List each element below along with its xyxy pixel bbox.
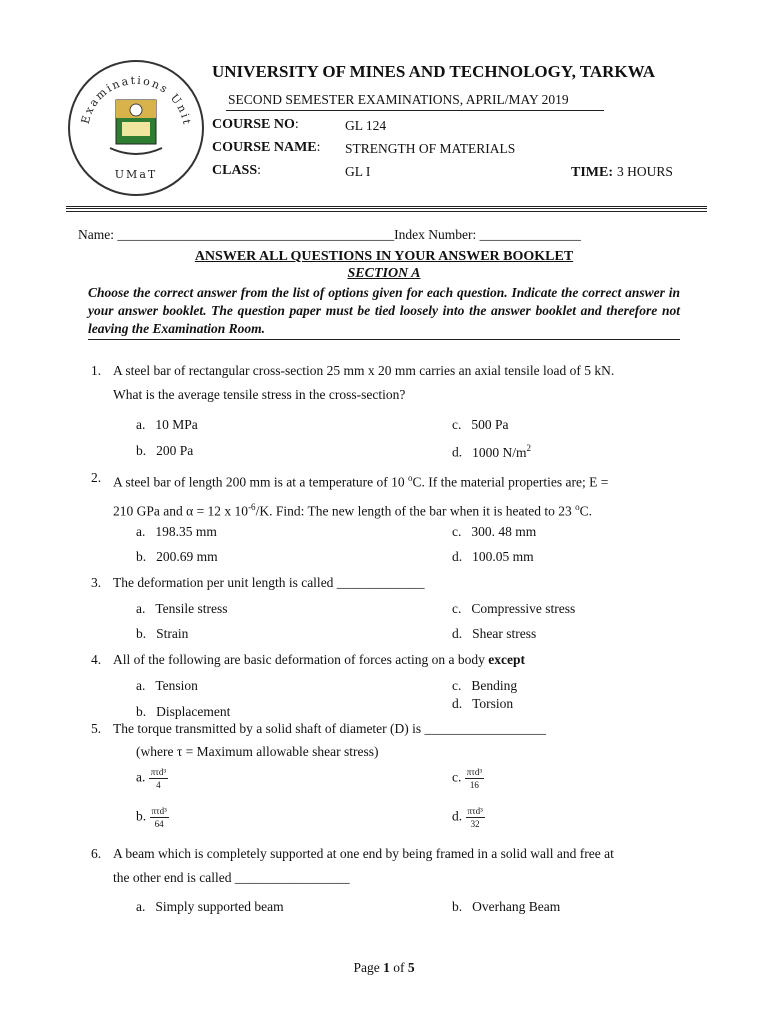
name-index-line: Name: _________________________________________Index Number: _______________ xyxy=(78,227,581,242)
answer-all-heading: ANSWER ALL QUESTIONS IN YOUR ANSWER BOOKLET xyxy=(194,249,574,264)
option-item: c. Bending xyxy=(452,678,518,693)
instructions: Choose the correct answer from the list of options given for each question. Indicate the correct answer in your answer booklet. The question paper must be tied loosely into the answer booklet and therefore not leaving the Examination Room. xyxy=(88,285,680,336)
question-number: 3. xyxy=(91,575,102,590)
section-heading: SECTION A xyxy=(347,266,421,281)
question-2-text xyxy=(113,466,608,523)
formula-fraction: $\frac{\text{πτd³}}{16}$ xyxy=(466,767,483,790)
option-item: a. 198.35 mm xyxy=(136,524,217,539)
question-number: 4. xyxy=(91,652,102,667)
option-item: d. $\frac{\text{πτd³}}{32}$ xyxy=(452,806,483,829)
semester-title: SECOND SEMESTER EXAMINATIONS, APRIL/MAY 2019 xyxy=(228,92,569,107)
formula-fraction: $\frac{\text{πτd³}}{64}$ xyxy=(151,806,167,829)
question-1-text xyxy=(113,359,614,407)
option-item: a. 10 MPa xyxy=(136,417,198,432)
option-item: d. 100.05 mm xyxy=(452,549,534,564)
header-divider xyxy=(66,206,707,212)
svg-text:UMaT: UMaT xyxy=(114,168,158,181)
formula-fraction: $\frac{\text{πτd³}}{32}$ xyxy=(467,806,483,829)
course-name-label: COURSE NAME: xyxy=(212,140,321,155)
question-line: 210 GPa and α = 12 x $10^{-6}/K$. Find: The new length of the bar when it is heated to 23 $^o$C. xyxy=(113,501,593,518)
option-item: c. $\frac{\text{πτd³}}{16}$ xyxy=(452,767,483,790)
option-item: b. $\frac{\text{πτd³}}{64}$ xyxy=(136,806,167,829)
question-line: the other end is called _________________ xyxy=(113,870,350,885)
question-5-text: The torque transmitted by a solid shaft of diameter (D) is __________________ xyxy=(113,721,547,736)
course-no-value: GL 124 xyxy=(345,118,387,133)
class-value: GL I xyxy=(345,164,371,179)
instructions-underline xyxy=(88,339,680,340)
university-title: UNIVERSITY OF MINES AND TECHNOLOGY, TARKWA xyxy=(212,62,656,81)
question-line: A beam which is completely supported at one end by being framed in a solid wall and free at xyxy=(113,846,614,861)
class-label: CLASS: xyxy=(212,163,262,178)
seal-emblem-icon xyxy=(70,62,202,194)
semester-underline xyxy=(226,110,604,111)
option-item: a. $\frac{\text{πτd³}}{4}$ xyxy=(136,767,167,790)
course-name-value: STRENGTH OF MATERIALS xyxy=(345,141,516,156)
option-item: a. Simply supported beam xyxy=(136,899,284,914)
question-line: A steel bar of length 200 mm is at a temperature of 10 $^o$C. If the material properties are; E = xyxy=(113,473,609,490)
page-number: Page 1 of 5 xyxy=(353,960,415,975)
course-no-label: COURSE NO: xyxy=(212,117,299,132)
option-item: a. Tension xyxy=(136,678,198,693)
formula-fraction: $\frac{\text{πτd³}}{4}$ xyxy=(150,767,167,790)
option-item: a. Tensile stress xyxy=(136,601,228,616)
question-line: A steel bar of rectangular cross-section 25 mm x 20 mm carries an axial tensile load of 5 kN. xyxy=(113,363,615,378)
question-6-text xyxy=(113,842,614,890)
option-item: c. 300. 48 mm xyxy=(452,524,537,539)
option-item: d. Torsion xyxy=(452,696,514,711)
question-number: 2. xyxy=(91,470,102,485)
option-item: b. Displacement xyxy=(136,704,231,719)
question-3-text: The deformation per unit length is called _____________ xyxy=(113,575,425,590)
option-item: b. Overhang Beam xyxy=(452,899,561,914)
svg-text:Examinations Unit: Examinations Unit xyxy=(78,73,194,128)
question-number: 5. xyxy=(91,721,102,736)
question-number: 1. xyxy=(91,363,102,378)
examinations-unit-seal xyxy=(68,60,204,196)
option-item: d. 1000 $N/m^2$ xyxy=(452,443,532,460)
question-5-note: (where τ = Maximum allowable shear stress) xyxy=(136,744,379,759)
time-label: TIME: xyxy=(571,165,613,180)
option-item: c. Compressive stress xyxy=(452,601,576,616)
option-item: b. 200 Pa xyxy=(136,443,194,458)
question-line: What is the average tensile stress in the cross-section? xyxy=(113,387,406,402)
option-item: d. Shear stress xyxy=(452,626,537,641)
option-item: c. 500 Pa xyxy=(452,417,509,432)
time-field xyxy=(571,163,673,181)
question-4-text: All of the following are basic deformation of forces acting on a body except xyxy=(113,652,525,667)
time-value: 3 HOURS xyxy=(617,164,673,179)
question-number: 6. xyxy=(91,846,102,861)
option-item: b. Strain xyxy=(136,626,189,641)
option-item: b. 200.69 mm xyxy=(136,549,218,564)
